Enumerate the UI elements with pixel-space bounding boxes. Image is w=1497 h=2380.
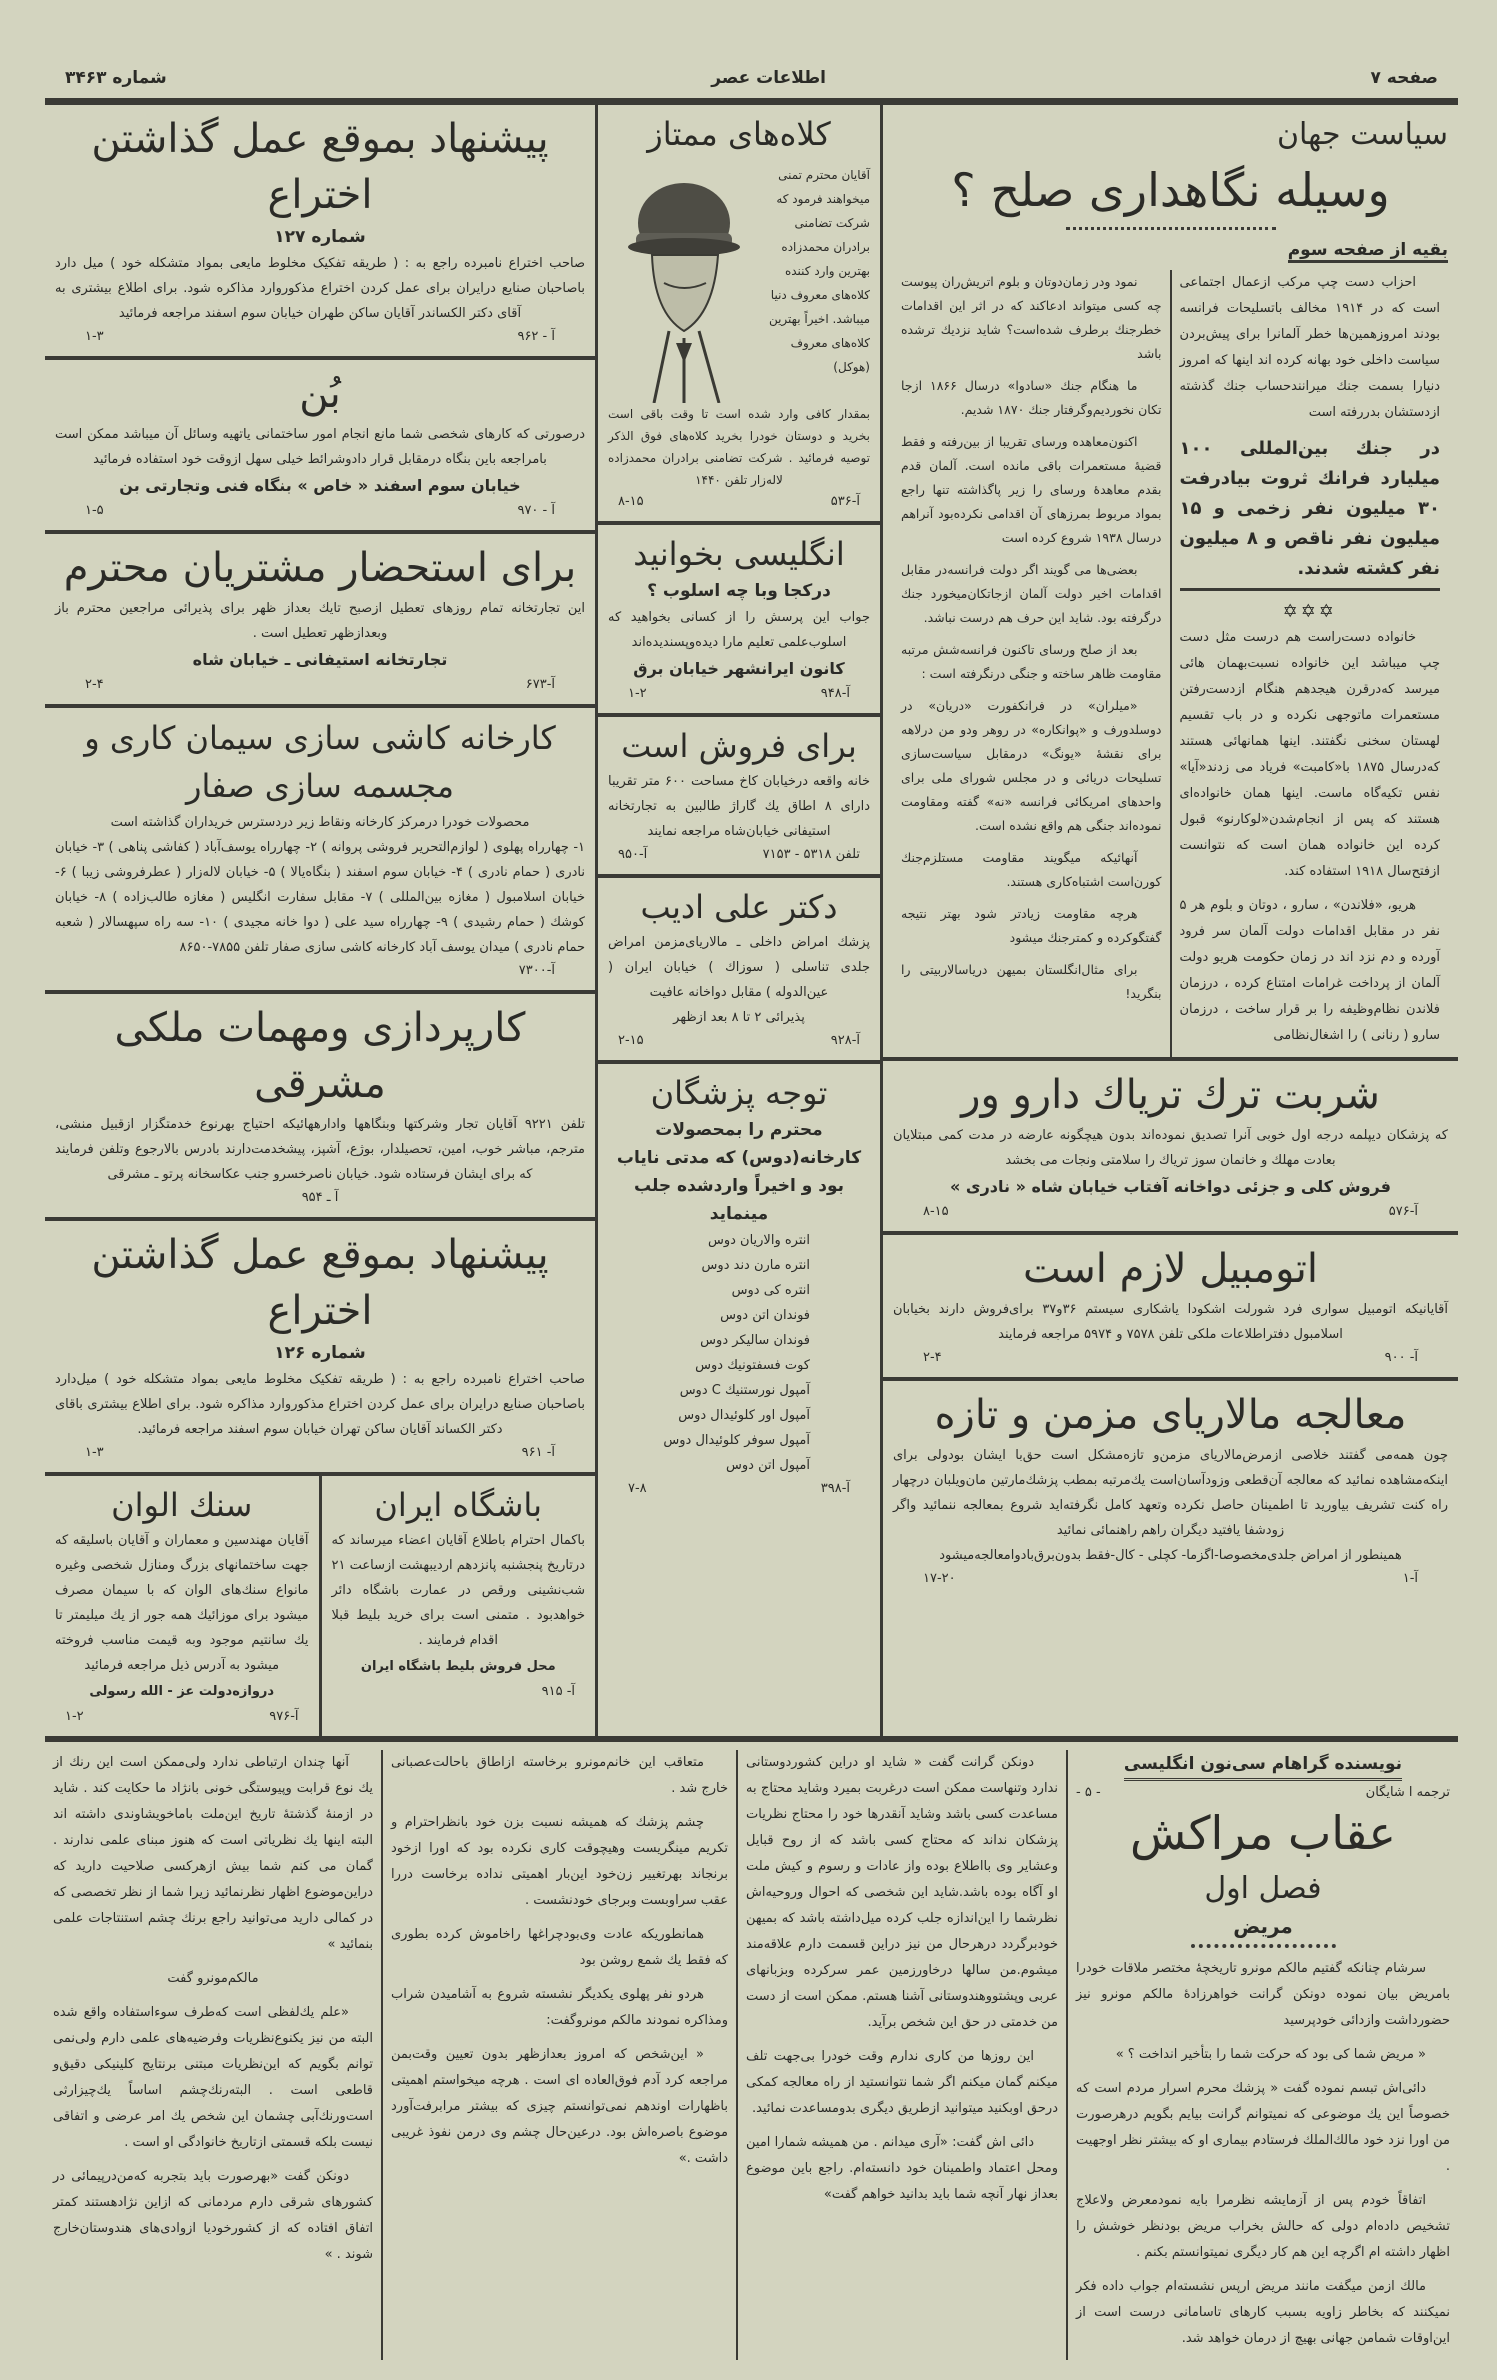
ad-title: معالجه مالاریای مزمن و تازه	[934, 1392, 1407, 1438]
ad-title: توجه پزشگان	[650, 1074, 828, 1112]
article-paragraph: هریو، «فلاندن» ، سارو ، دوتان و بلوم هر ۵ نفر در مقابل اقدامات دولت آلمان سر فرود آورده و دم نزد اند در زمان حکومت هریو دولت آلمان از پرداخت غرامات امتناع کرده ، درزمان فلاندن نظام‌وظیفه را بر قرار ساخت ، درزمان سارو ( رنانی ) را اشغال‌نظامی	[1179, 898, 1440, 1043]
novel-paragraph: آنها چندان ارتباطی ندارد ولی‌ممکن است این رنك از یك نوع قرابت وپیوستگی خونی بانژاد ما حکایت کند . شاید در ازمنهٔ گذشتهٔ تاریخ این‌ملت باماخویشاوندی داشته اند البته اینها یك نظریاتی است که هنوز مبنای علمی ندارند . گمان می کنم شما بیش ازهرکسی صلاحیت دارید که دراین‌موضوع اظهار نظرنمائید زیرا شما از نظر تخصصی که در کمالی دارید می‌توانید راجع برنك چشم استنتاجات علمی بنمائید »	[53, 1755, 373, 1952]
novel-installment: - ۵ -	[1076, 1785, 1101, 1800]
ad-title: اتومبیل لازم است	[1023, 1246, 1318, 1292]
ad-number: شماره ۱۲۶	[274, 1343, 366, 1363]
ad-code: آ-۹۷۶	[269, 1709, 299, 1724]
ad-title: شربت ترك تریاك دارو ور	[961, 1072, 1380, 1118]
article-continued: بقیه از صفحه سوم	[1288, 240, 1448, 263]
masthead	[45, 60, 1458, 105]
ad-run: ۱-۳	[85, 1445, 104, 1460]
ad-code: آ-۹۵۰	[618, 847, 648, 862]
ad-body: آقایانیکه اتومبیل سواری فرد شورلت اشکودا یاشکاری سیستم ۳۶و۳۷ برای‌فروش دارند بخیابان اسلامبول دفتراطلاعات ملکی تلفن ۷۵۷۸ و ۵۹۷۴ مراجعه فرمایند	[893, 1302, 1448, 1342]
ad-code: آ-۹۴۸	[820, 686, 850, 701]
ad-signature: خیابان سوم اسفند « خاص » بنگاه فنی وتجارتی بن	[119, 476, 521, 495]
ad-code: آ-۱	[1402, 1571, 1418, 1586]
ad-body: که پزشکان دیپلمه درجه اول خوبی آنرا تصدیق نموده‌اند بدون هیچگونه عارضه در مدت کمی مبتلایان بعادت مهلك و خانمان سوز تریاك را سلامتی ونجات می بخشد	[893, 1128, 1448, 1168]
ad-opium-syrup	[883, 1061, 1458, 1235]
ad-premium-hats	[598, 105, 880, 525]
article-paragraph: «میلران» در فرانکفورت «دریان» در دوسلدورف و «پوانکاره» در روهر ودو من درلاهه برای نقشهٔ «یونگ» درمقابل سیاست‌سازی تسلیحات دریائی و در مجلس شورای ملی برای واحدهای امریکائی فرانسه «نه» گفته ومقاومت نموده‌اند جنگی هم واقع نشده است.	[901, 698, 1162, 833]
list-item: انتره والاریان دوس	[707, 1233, 810, 1248]
ad-run: ۲-۱۵	[618, 1033, 644, 1048]
ad-automobile-wanted	[883, 1235, 1458, 1381]
novel-paragraph: دائی‌اش تبسم نموده گفت « پزشك محرم اسرار مردم است که خصوصاً این یك موضوعی که نمیتوانم گرانت بیایم بگویم درهرصورت من اورا نزد خود مالك‌الملك فرستادم بیماری او که بیشتر نظر اوجهیت .	[1076, 2081, 1450, 2174]
ad-run: ۸-۱۵	[923, 1204, 949, 1219]
ad-body: پزشك امراض داخلی ـ مالاریای‌مزمن امراض جلدی تناسلی ( سوزاك ) خیابان ایران ( عین‌الدوله ) مقابل دواخانه عافیت	[608, 935, 870, 1000]
list-item: فوندان سالیکر دوس	[700, 1333, 810, 1348]
novel-paragraph: مالك ازمن میگفت مانند مریض ارپس نشسته‌ام جواب داده فکر نمیکنند که بخاطر زاویه بسبب کارهای تاسامانی درست است از این‌اوقات شمامن جهانی بهیچ از درمان خواهد شد.	[1076, 2279, 1450, 2346]
ad-run: ۲-۴	[85, 677, 104, 692]
title-ornament	[1066, 227, 1276, 230]
article-highlight: در جنك بین‌المللی ۱۰۰ میلیارد فرانك ثروت بیادرفت ۳۰ میلیون نفر زخمی و ۱۵ میلیون نفر ناقص و ۸ میلیون نفر کشته شدند.	[1180, 434, 1441, 591]
ad-body: تلفن ۹۲۲۱ آقایان تجار وشرکتها وبنگاهها وادارههائیکه احتیاج بهرنوع خدمتگزار ازقبیل منشی، مترجم، مباشر خوب، امین، تحصیلدار، بوژع، آشپز، پیشخدمت‌دارند بادرس بالارجوع وتلفن فرمایند که برای ایشان فرستاده شود. خیابان ناصرخسرو جنب عکاسخانه پرتو ـ مشرقی	[55, 1117, 585, 1182]
novel-paragraph: متعاقب این خانم‌مونرو برخاسته ازاطاق باحالت‌عصبانی خارج شد .	[391, 1755, 728, 1796]
ad-code: آ- ۹۶۱	[521, 1445, 555, 1460]
ad-intro: محصولات خودرا درمرکز کارخانه ونقاط زیر دردسترس خریداران گذاشته است	[110, 815, 530, 830]
novel-paragraph: « مریض شما کی بود که حرکت شما را بتأخیر انداخت ؟ »	[1115, 2047, 1426, 2062]
novel-paragraph: هردو نفر پهلوی یکدیگر نشسته شروع به آشامیدن شراب ومذاکره نمودند مالکم مونروگفت:	[391, 1987, 728, 2028]
article-paragraph: نمود ودر زمان‌دوتان و بلوم اتریش‌ران پیوست چه کسی میتواند ادعاکند که در اثر این اقدامات خطرجنك برطرف شده‌است؟ شاید نزدیك ترشده باشد	[901, 274, 1162, 361]
novel-translator: ترجمه ا شایگان	[1365, 1785, 1450, 1800]
top-section	[45, 105, 1458, 1742]
ad-customers-notice	[45, 534, 595, 708]
ad-run: ۷-۸	[628, 1481, 647, 1496]
page-number: صفحه ۷	[1370, 68, 1438, 88]
article-right-column	[1172, 270, 1449, 1057]
ad-code: آ- ۹۱۵	[541, 1684, 575, 1699]
section-ornament	[1191, 1944, 1336, 1948]
ad-tile-factory	[45, 708, 595, 994]
article-paragraph: برای مثال‌انگلستان بمیهن دریاسالاربیتی را بنگرید!	[901, 962, 1162, 1001]
ad-body: آقایان مهندسین و معماران و آقایان باسلیقه که جهت ساختمانهای بزرگ ومنازل شخصی وغیره مانواع سنك‌های الوان که با سیمان مصرف میشود برای موزائیك همه جور از یك میلیمتر تا یك سانتیم موجود وبه قیمت مناسب فروخته میشود به آدرس ذیل مراجعه فرمائید	[55, 1533, 309, 1673]
novel-paragraph: اتفاقاً خودم پس از آزمایشه نظرمرا بایه نمودمعرض ولاعلاج تشخیص داده‌ام دولی که حالش بخراب مریض بودنظر خوشش را اظهار داشته ام اگرچه این هم کار دیگری نمیتوانستم بکنم .	[1076, 2193, 1450, 2260]
ad-number: شماره ۱۲۷	[274, 227, 366, 247]
ad-run: ۲-۴	[923, 1350, 942, 1365]
list-item: آمپول اور کلوئیدال دوس	[678, 1408, 810, 1423]
hat-man-illustration	[614, 163, 754, 403]
ad-code: آ ـ ۹۵۴	[301, 1190, 339, 1205]
article-paragraph: بعد از صلح ورسای تاکنون فرانسه‌شش مرتبه مقاومت ظاهر ساخته و جنگی درنگرفته است :	[901, 642, 1162, 681]
novel-paragraph: همانطوریکه عادت وی‌بودچراغها راخاموش کرده بطوری که فقط یك شمع روشن بود	[391, 1927, 728, 1968]
list-item: فوندان اتن دوس	[720, 1308, 810, 1323]
newspaper-name: اطلاعات عصر	[711, 68, 826, 88]
article-paragraph: خانواده دست‌راست هم درست مثل دست چپ میباشد این خانواده نسبت‌بهمان هائی میرسد که‌درقرن هیجدهم هنگام ازدست‌رفتن مستعمرات ماتوجهی نکرده و در باب تقسیم لهستان سخنی نگفتند. اینها همانهائی هستند که‌درسال ۱۸۷۵ با«کامبت» فریاد می زدند«آیا» نفس تکیه‌گاه ماست. اینها همان خانواده‌ای هستند که پس از انجام‌شدن«لوکارنو» قبول کرده این خانواده همان است که نتوانست ازفتح‌سال ۱۹۱۸ استفاده کند.	[1179, 630, 1440, 879]
star-ornament: ✡✡✡	[1282, 601, 1337, 622]
ad-signature: تجارتخانه استیفانی ـ خیابان شاه	[192, 650, 448, 669]
ad-subtitle: محترم را بمحصولات کارخانه(دوس) که مدتی نایاب بود و اخیراً واردشده جلب مینماید	[616, 1120, 862, 1224]
novel-paragraph: سرشام چنانکه گفتیم مالکم مونرو تاریخچهٔ مختصر ملاقات خودرا بامریض بیان نموده دونکن گرانت خواهرزادهٔ مالکم مونرو نیز حضورداشت وازدائی خودپرسید	[1076, 1961, 1450, 2028]
ad-title: سنك الوان	[111, 1486, 253, 1524]
ad-title: باشگاه ایران	[374, 1486, 543, 1524]
ad-colored-stone	[45, 1476, 322, 1736]
novel-title: عقاب مراکش	[1129, 1806, 1396, 1860]
world-politics-article	[883, 105, 1458, 1061]
ad-code: آ-۵۷۶	[1388, 1204, 1418, 1219]
issue-number: شماره ۳۴۶۳	[65, 68, 167, 88]
ad-body: باکمال احترام باطلاع آقایان اعضاء میرساند که درتاریخ پنجشنبه پانزدهم اردیبهشت ازساعت ۲۱ شب‌نشینی ورقص در عمارت باشگاه دائر خواهدبود . متمنی است برای خرید بلیط قبلا اقدام فرمایند .	[331, 1533, 585, 1648]
ad-code: آ-۵۳۶	[830, 494, 860, 509]
ad-subtitle: درکجا وبا چه اسلوب ؟	[647, 581, 831, 601]
novel-chapter: فصل اول	[1204, 1871, 1322, 1906]
ad-title: پیشنهاد بموقع عمل گذاشتن اختراع	[91, 1232, 549, 1334]
ad-code: آ-۳۹۸	[820, 1481, 850, 1496]
ad-run: ۱-۳	[85, 329, 104, 344]
list-item: انتره مارن دند دوس	[701, 1258, 810, 1273]
ad-body-continued: همینطور از امراض جلدی‌مخصوصا-اگزما- کچلی - کال-فقط بدون‌برق‌بادوامعالجه‌میشود	[939, 1548, 1402, 1563]
left-ad-column	[45, 105, 595, 1736]
ad-pair	[45, 1476, 595, 1736]
ad-signature: فروش کلی و جزئی دواخانه آفتاب خیابان شاه « نادری »	[950, 1177, 1391, 1196]
ad-invention-127	[45, 105, 595, 360]
ad-body: این تجارتخانه تمام روزهای تعطیل ازصبح تایك بعداز ظهر برای پذیرائی مراجعین محترم باز وبعدازظهر تعطیل است .	[55, 601, 585, 641]
article-title: وسیله نگاهداری صلح ؟	[951, 163, 1390, 217]
ad-bon	[45, 360, 595, 534]
novel-paragraph: دونکن گفت «بهرصورت باید بتجربه که‌من‌درپیمائی در کشورهای شرقی دارم مردمانی که ازاین نژادهستند کمتر اتفاق افتاده که از کشورخودیا ازوادی‌های هندوستان‌خارج شوند . »	[53, 2169, 373, 2262]
ad-run: ۱-۲	[628, 686, 647, 701]
ad-run: ۱-۵	[85, 503, 104, 518]
ad-signature: دروازه‌دولت عز - الله رسولی	[89, 1684, 275, 1699]
novel-column-3	[383, 1750, 738, 2360]
bottom-section	[45, 1742, 1458, 2360]
novel-paragraph: چشم پزشك که همیشه نسبت بزن خود بانظراحترام و تکریم مینگریست وهیچوقت کاری نکرده بود که اورا ازخود برنجاند بهرتغییر زن‌خود این‌بار اهمیتی نداده برخاست دررا عقب سراوبست وبرجای خودنشست .	[391, 1815, 728, 1908]
ad-code: آ-۶۷۳	[525, 677, 555, 692]
right-column	[883, 105, 1458, 1736]
ad-title: برای فروش است	[621, 727, 857, 765]
ad-title: بُن	[299, 371, 341, 417]
ad-signature: کانون ایرانشهر خیابان برق	[633, 659, 845, 678]
novel-text	[1076, 1956, 1450, 2352]
ad-body: صاحب اختراع نامبرده راجع به : ( طریقه تفکیک مخلوط مایعی بمواد متشکله خود ) میل‌دارد باصاحبان صنایع درایران برای عمل کردن اختراع مذکوروارد مذاکره شود. برای اطلاع بیشتری باقای دکتر الکساند آقایان ساکن تهران خیابان سوم اسفند مراجعه فرمائید.	[55, 1372, 585, 1437]
middle-ad-column	[595, 105, 883, 1736]
ad-run: ۱-۲	[65, 1709, 84, 1724]
ad-body: صاحب اختراع نامبرده راجع به : ( طریقه تفکیک مخلوط مایعی بمواد متشکله خود ) میل دارد باصاحبان صنایع درایران برای عمل کردن اختراع مذکوروارد مذاکره شود. برای اطلاع بیشتری به آقای دکتر الکساندر آقایان ساکن طهران خیابان سوم اسفند مراجعه فرمائید	[55, 256, 585, 321]
article-paragraph: آنهائیکه میگویند مقاومت مستلزم‌جنك کورن‌است اشتباه‌کاری هستند.	[901, 850, 1162, 889]
ad-attention-doctors	[598, 1064, 880, 1736]
ad-body: آقایان محترم تمنی میخواهند فرمود که شرکت تضامنی برادران محمدزاده بهترین وارد کننده کلاه‌های معروف دنیا میباشد. اخیراً بهترین کلاه‌های معروف (هوکل)	[768, 168, 870, 374]
ad-learn-english	[598, 525, 880, 717]
ad-code: آ - ۹۷۰	[517, 503, 555, 518]
novel-paragraph: دونکن گرانت گفت « شاید او دراین کشوردوستانی ندارد وتنهاست ممکن است درغربت بمیرد وشاید محتاج به مساعدت کسی باشد وشاید آنقدرها خود را محتاج نظریات پزشکان نداند که محتاج کسی باشد که از روح قبایل وعشایر وی بااطلاع بوده واز عادات و رسوم و کیش ملت او آگاه بوده باشد.شاید این شخصی که احوال وروحیه‌اش نظرشما را این‌اندازه جلب کرده میل‌داشته باشد که بمیهن خودبرگردد درهرحال من نیز دراین قسمت دارم علاقه‌مند میشوم.من سالها درخاورزمین عمر سرکرده وبزبانهای عربی وپشتووهندوستانی آشنا هستم. ممکن است از دست من خدمتی در حق این شخص برآید.	[746, 1755, 1058, 2030]
list-item: آمپول اتن دوس	[726, 1458, 810, 1473]
ad-title: انگلیسی بخوانید	[633, 535, 845, 573]
article-paragraph: بعضی‌ها می گویند اگر دولت فرانسه‌در مقابل اقدامات اخیر دولت آلمان ازجاتکان‌میخورد جنك درگرفته بود. شاید این حرف هم درست نباشد.	[901, 562, 1162, 625]
ad-doctor-adib	[598, 878, 880, 1064]
ad-body-continued: بمقدار کافی وارد شده است تا وقت باقی است بخرید و دوستان خودرا بخرید کلاه‌های فوق الذکر توصیه فرمائید . شرکت تضامنی برادران محمدزاده لاله‌زار تلفن ۱۴۴۰	[608, 407, 870, 487]
ad-malaria-treatment	[883, 1381, 1458, 1736]
article-paragraph: اکنون‌معاهده ورسای تقریبا از بین‌رفته و فقط قضیهٔ مستعمرات باقی مانده است. آلمان قدم بقدم معاهدهٔ ورسای را زیر پاگذاشته تنها راجع بمواد مربوط بمرزهای آن اقدامی نکرده‌بود آنراهم درسال ۱۹۳۸ شروع کرده است	[901, 434, 1162, 545]
ad-code: آ- ۹۰۰	[1384, 1350, 1418, 1365]
ad-body: خانه واقعه درخیابان کاخ مساحت ۶۰۰ متر تقریبا دارای ۸ اطاق یك گاراژ طالبین به تجارتخانه استیفانی خیابان‌شاه مراجعه نمایند	[608, 774, 870, 839]
ad-title: دکتر علی ادیب	[640, 888, 838, 926]
ad-title: کلاه‌های ممتاز	[647, 115, 831, 153]
ad-phone: تلفن ۵۳۱۸ - ۷۱۵۳	[762, 847, 860, 862]
ad-body: چون همه‌می گفتند خلاصی ازمرض‌مالاریای مزمن‌و تازه‌مشکل است حق‌با ایشان بودولی برای اینکه‌مشاهده نمائید که معالجه آن‌قطعی وزودآسان‌است یك‌مرتبه بمطب پزشك‌مارتین مان‌ویلبان درچهار راه کنت تشریف بیاورید تا اطمینان حاصل نکرده وتعهد کامل نگرفته‌اید شروع بمعالجه ننمائید واگر زودشفا یافتید دیگران راهم راهنمائی نمائید	[893, 1448, 1448, 1538]
ad-hours: پذیرائی ۲ تا ۸ بعد ازظهر	[673, 1010, 805, 1025]
product-list	[608, 1228, 870, 1478]
ad-run: ۱۷-۲۰	[923, 1571, 956, 1586]
novel-author: نویسنده گراهام سی‌نون انگلیسی	[1124, 1750, 1402, 1781]
novel-paragraph: مالکم‌مونرو گفت	[167, 1971, 259, 1986]
list-item: انتره کی دوس	[731, 1283, 810, 1298]
article-left-column	[893, 270, 1172, 1057]
ad-invention-126	[45, 1221, 595, 1476]
ad-code: آ-۷۳۰۰	[518, 963, 555, 978]
ad-title: کارخانه کاشی سازی سیمان کاری و مجسمه سازی صفار	[84, 719, 556, 805]
ad-title: کارپردازی ومهمات ملکی مشرقی	[114, 1005, 526, 1107]
article-paragraph: هرچه مقاومت زیادتر شود بهتر نتیجه گفتگوکرده و کمترجنك میشود	[901, 906, 1162, 945]
article-paragraph: ما هنگام جنك «سادوا» درسال ۱۸۶۶ ازجا تکان نخوردیم‌وگرفتار جنك ۱۸۷۰ شدیم.	[901, 378, 1162, 417]
ad-title: پیشنهاد بموقع عمل گذاشتن اختراع	[91, 116, 549, 218]
ad-house-for-sale	[598, 717, 880, 878]
list-item: آمپول سوفر کلوئیدال دوس	[663, 1433, 810, 1448]
article-kicker: سیاست جهان	[1276, 117, 1448, 152]
ad-signature: محل فروش بلیط باشگاه ایران	[360, 1659, 556, 1674]
ad-run: ۸-۱۵	[618, 494, 644, 509]
ad-title: برای استحضار مشتریان محترم	[63, 545, 577, 591]
novel-paragraph: « این‌شخص که امروز بعدازظهر بدون تعیین وقت‌بمن مراجعه کرد آدم فوق‌العاده ای است . هرچه میخواستم اهمیتی باظهارات اوندهم نمی‌توانستم چیزی که بیشتر مرابرفت‌آورد موضوع باصره‌اش بود. درعین‌حال چشم وی درمن نفوذ غریبی داشت .»	[391, 2047, 728, 2166]
ad-body: ۱- چهارراه پهلوی ( لوازم‌التحریر فروشی پروانه ) ۲- چهارراه یوسف‌آباد ( کفاشی پناهی ) ۳- خیابان نادری ( حمام نادری ) ۴- خیابان سوم اسفند ( بنگاه‌یالا ) ۵- خیابان لاله‌زار ( عطرفروشی زیبا ) ۶- خیابان اسلامبول ( مغازه بین‌المللی ) ۷- مقابل سفارت انگلیس ( مغازه طالب‌زاده ) ۸- خیابان کوشك ( حمام رشیدی ) ۹- چهارراه سید علی ( دوا خانه مجیدی ) ۱۰- سه راه سپهسالار ( شعبه حمام نادری ) میدان یوسف آباد کارخانه کاشی سازی صفار تلفن ۷۸۵۵-۸۶۵۰	[55, 840, 586, 955]
novel-paragraph: دائی اش گفت: «آری میدانم . من همیشه شمارا امین ومحل اعتماد واطمینان خود دانسته‌ام. راجع باین موضوع بعداز نهار آنچه شما باید بدانید خواهم گفت»	[746, 2135, 1058, 2202]
novel-column-2	[738, 1750, 1068, 2360]
ad-code: آ - ۹۶۲	[517, 329, 555, 344]
novel-paragraph: این روزها من کاری ندارم وقت خودرا بی‌جهت تلف میکنم گمان میکنم اگر شما نتوانستید از راه معالجه کمکی درحق اوبکنید میتوانید ازطریق دیگری بدومساعدت نمائید.	[746, 2049, 1058, 2116]
ad-bashgah-iran	[322, 1476, 596, 1736]
list-item: آمپول نورستنیك C دوس	[679, 1383, 810, 1398]
article-paragraph: احزاب دست چپ مرکب ازعمال اجتماعی است که در ۱۹۱۴ مخالف باتسلیحات فرانسه بودند امروزهمین‌ها خطر آلمانرا برای پیش‌بردن سیاست داخلی خود بهانه کرده اند اینها که امروز دنیارا بسمت جنك میرانندحساب جنك گذشته ازدستشان بدررفته است	[1179, 275, 1440, 420]
serial-novel	[1068, 1750, 1458, 2360]
novel-column-4	[45, 1750, 383, 2360]
ad-code: آ-۹۲۸	[830, 1033, 860, 1048]
ad-mashreghi-agency	[45, 994, 595, 1221]
novel-paragraph: «علم یك‌لفظی است که‌طرف سوءاستفاده واقع شده البته من نیز یکنوع‌نظریات وفرضیه‌های علمی دارم ولی‌نمی توانم بگویم که این‌نظریات مبتنی برنتایج کلینیکی دقیق‌و قاطعی است . البته‌رنك‌چشم اساساً یك‌چیزارثی است‌ورنك‌آبی چشمان این شخص یك امر عرضی و اتفاقی نیست بلکه قسمتی ازتاریخ خانوادگی او است .	[53, 2005, 373, 2150]
novel-section: مریض	[1233, 1914, 1293, 1938]
ad-body: درصورتی که کارهای شخصی شما مانع انجام امور ساختمانی یاتهیه وسائل آن میباشد ممکن است بامراجعه باین بنگاه درمقابل قرار دادوشرائط خیلی سهل ازوقت خود استفاده فرمائید	[55, 427, 585, 467]
ad-body: جواب این پرسش را از کسانی بخواهید که اسلوب‌علمی تعلیم مارا دیده‌وپسندیده‌اند	[608, 610, 870, 650]
list-item: کوت فسفتونیك دوس	[695, 1358, 810, 1373]
